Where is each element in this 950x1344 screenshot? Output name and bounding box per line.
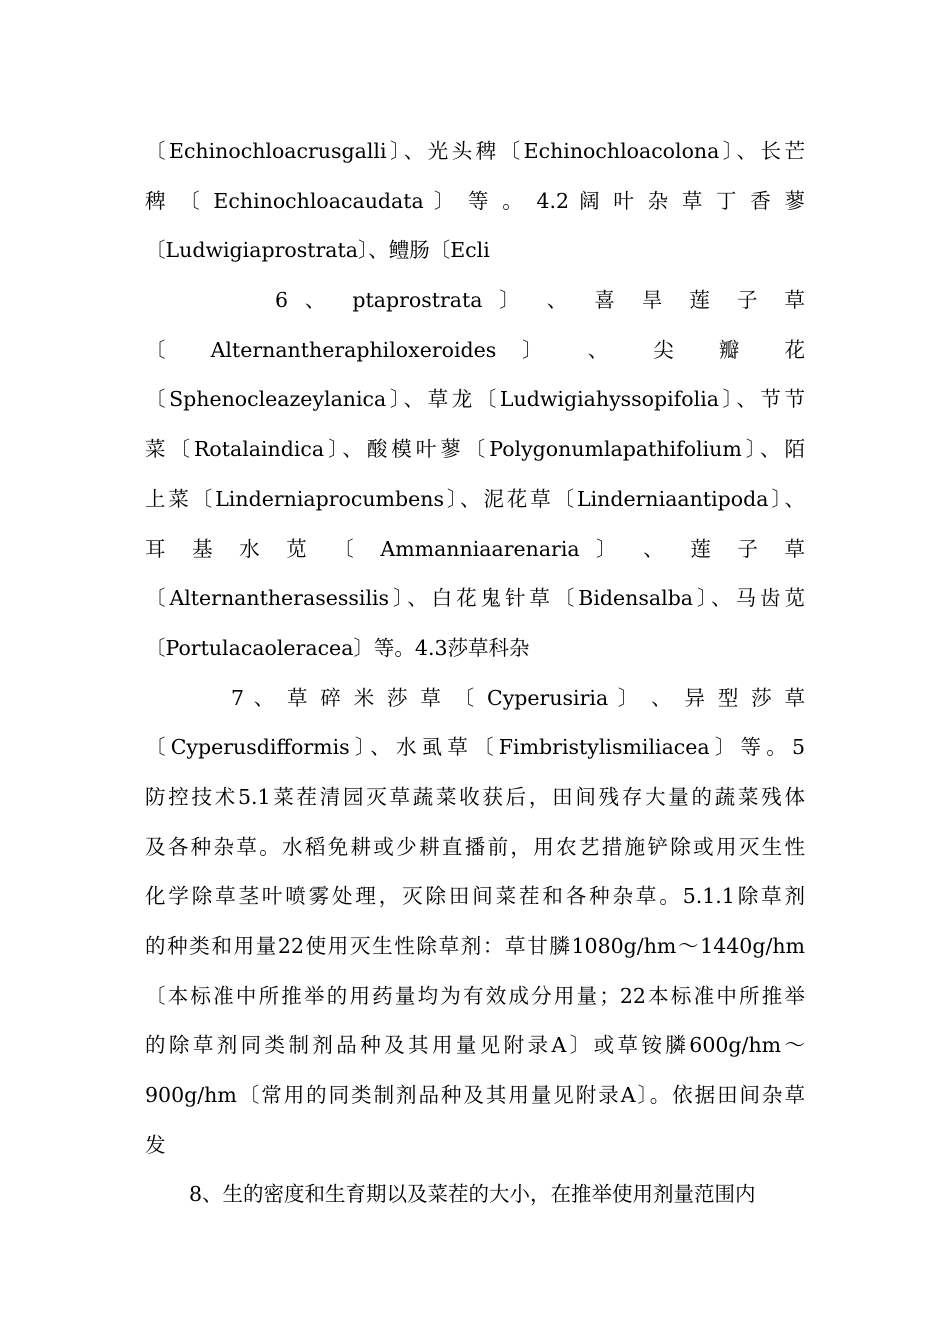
text-line: 防控技术5.1菜茬清园灭草蔬菜收获后，田间残存大量的蔬菜残体	[145, 784, 805, 809]
page-number-line: 8、生的密度和生育期以及菜茬的大小，在推举使用剂量范围内	[189, 1182, 756, 1207]
text-line: 及各种杂草。水稻免耕或少耕直播前，用农艺措施铲除或用灭生性	[145, 834, 805, 859]
text-line: 稗 〔 Echinochloacaudata 〕 等 。 4.2 阔 叶 杂 草 丁 香 蓼	[145, 188, 805, 213]
text-line: 〔Echinochloacrusgalli〕、光头稗〔Echinochloacolona〕、长芒	[145, 139, 805, 163]
page-number-line: 7 、 草 碎 米 莎 草 〔 Cyperusiria 〕 、 异 型 莎 草	[231, 685, 805, 710]
text-line: 〔Cyperusdifformis〕、水虱草〔Fimbristylismiliacea〕等。5	[145, 735, 805, 760]
text-line: 〔本标准中所推举的用药量均为有效成分用量；22本标准中所推举	[145, 983, 805, 1008]
text-line: 〔Sphenocleazeylanica〕、草龙〔Ludwigiahyssopifolia〕、节节	[145, 387, 805, 412]
text-line: 〔 Alternantheraphiloxeroides 〕 、 尖 瓣 花	[145, 337, 805, 362]
text-line: 上菜〔Linderniaprocumbens〕、泥花草〔Linderniaantipoda〕、	[145, 486, 805, 511]
text-line: 发	[145, 1132, 166, 1157]
document-body	[145, 127, 805, 1220]
text-line: 化学除草茎叶喷雾处理，灭除田间菜茬和各种杂草。5.1.1除草剂	[145, 884, 805, 909]
text-line: 〔Portulacaoleracea〕等。4.3莎草科杂	[145, 635, 530, 660]
text-line: 900g/hm〔常用的同类制剂品种及其用量见附录A〕。依据田间杂草	[145, 1083, 805, 1108]
text-line: 〔Alternantherasessilis〕、白花鬼针草〔Bidensalba〕、马齿苋	[145, 586, 805, 611]
text-line: 的除草剂同类制剂品种及其用量见附录A〕或草铵膦600g/hm～	[145, 1033, 805, 1058]
text-line: 的种类和用量22使用灭生性除草剂：草甘膦1080g/hm～1440g/hm	[145, 934, 805, 958]
text-line: 〔Ludwigiaprostrata〕、鳢肠〔Ecli	[145, 238, 490, 263]
text-line: 耳 基 水 苋 〔 Ammanniaarenaria 〕 、 莲 子 草	[145, 536, 805, 561]
page-number-line: 6 、 ptaprostrata 〕 、 喜 旱 莲 子 草	[275, 288, 805, 313]
text-line: 菜〔Rotalaindica〕、酸模叶蓼〔Polygonumlapathifolium〕、陌	[145, 437, 805, 462]
